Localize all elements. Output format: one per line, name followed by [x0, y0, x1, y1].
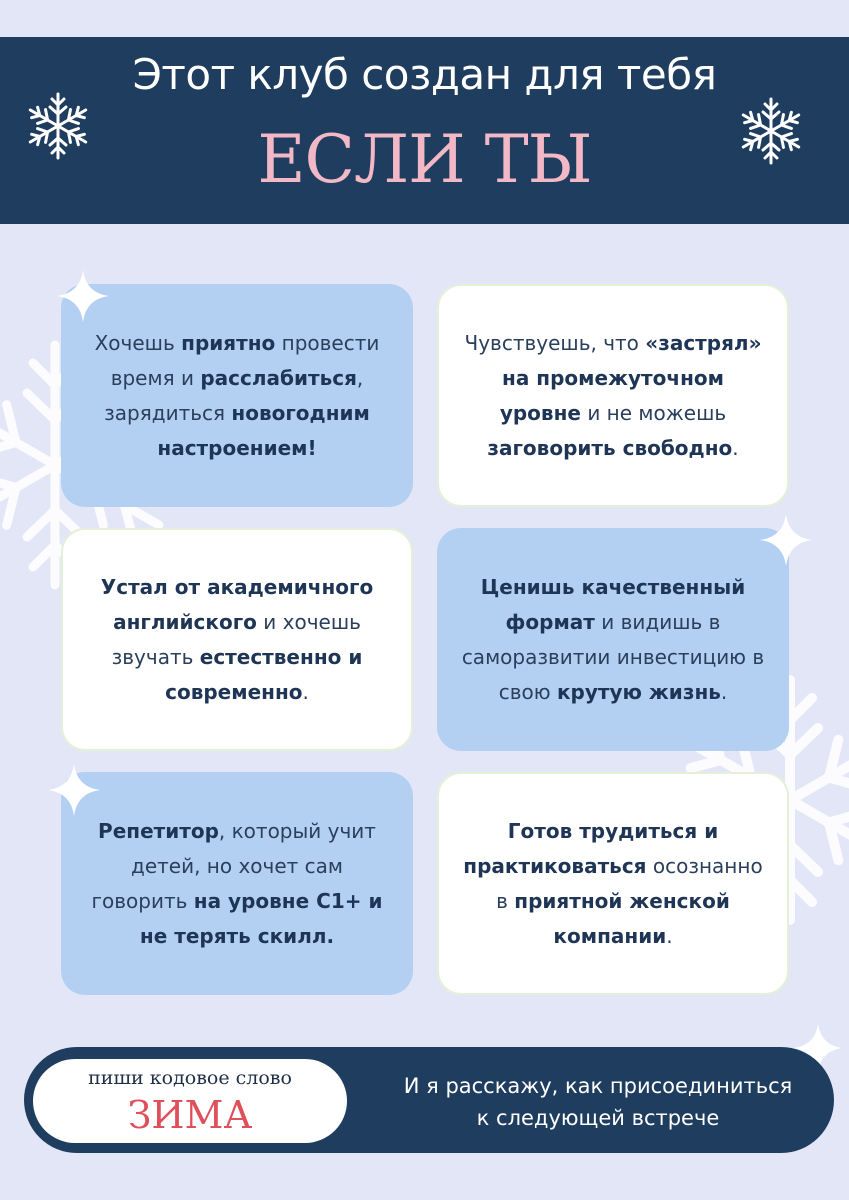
card-text-bold: Репетитор	[98, 818, 219, 843]
card-text-bold: Ценишь качественный формат	[480, 574, 746, 634]
code-word: ЗИМА	[127, 1093, 253, 1137]
card-text	[463, 326, 763, 466]
card-text-segment: , зарядиться	[104, 365, 364, 425]
card-text	[87, 570, 387, 710]
card-text	[461, 570, 765, 710]
footer-message-line2: к следующей встрече	[476, 1106, 720, 1130]
footer-message-line1: И я расскажу, как присоединиться	[403, 1074, 793, 1098]
card-text-segment: и не можешь	[580, 400, 727, 425]
card-text-segment: Хочешь	[94, 330, 182, 355]
card-text	[85, 326, 389, 466]
snowflake-icon	[22, 90, 94, 162]
card-text-bold: расслабиться	[200, 365, 357, 390]
card-text-segment: и видишь в саморазвитии инвестицию в свою	[461, 609, 765, 704]
page-subtitle: ЕСЛИ ТЫ	[257, 121, 592, 198]
card-practice	[437, 772, 789, 995]
card-tutor	[61, 772, 413, 995]
card-text-segment: Чувствуешь, что	[464, 330, 646, 355]
card-text	[463, 814, 763, 954]
code-word-badge	[33, 1059, 347, 1143]
card-text-bold: Готов трудиться и практиковаться	[463, 818, 719, 878]
sparkle-icon	[758, 512, 814, 568]
card-text-bold: «застрял» на промежуточном уровне	[499, 330, 762, 425]
page-title: Этот клуб создан для тебя	[132, 50, 717, 99]
card-natural-english	[61, 528, 413, 751]
card-text-segment: .	[302, 679, 309, 704]
card-text-segment: и хочешь звучать	[111, 609, 361, 669]
card-text-bold: заговорить свободно	[487, 435, 733, 460]
card-text	[85, 814, 389, 954]
card-text-segment: провести время и	[110, 330, 380, 390]
card-quality-format	[437, 528, 789, 751]
card-text-segment: , который учит детей, но хочет сам говорить	[91, 818, 376, 913]
card-text-bold: новогодним настроением!	[157, 400, 370, 460]
footer-message	[372, 1070, 824, 1134]
card-text-bold: крутую жизнь	[556, 679, 721, 704]
card-text-segment: осознанно в	[496, 853, 763, 913]
card-relax	[61, 284, 413, 507]
sparkle-icon	[55, 268, 111, 324]
code-word-prompt: пиши кодовое слово	[88, 1067, 292, 1089]
sparkle-icon	[46, 762, 102, 818]
card-text-segment: .	[666, 923, 673, 948]
card-stuck-level	[437, 284, 789, 507]
card-text-bold: Устал от академичного английского	[100, 574, 374, 634]
card-text-segment: .	[732, 435, 739, 460]
snowflake-icon	[735, 95, 807, 167]
card-text-bold: естественно и современно	[165, 644, 363, 704]
card-text-bold: на уровне С1+ и не терять скилл.	[139, 888, 383, 948]
card-text-bold: приятно	[181, 330, 276, 355]
card-text-segment: .	[720, 679, 728, 704]
card-text-bold: приятной женской компании	[514, 888, 730, 948]
